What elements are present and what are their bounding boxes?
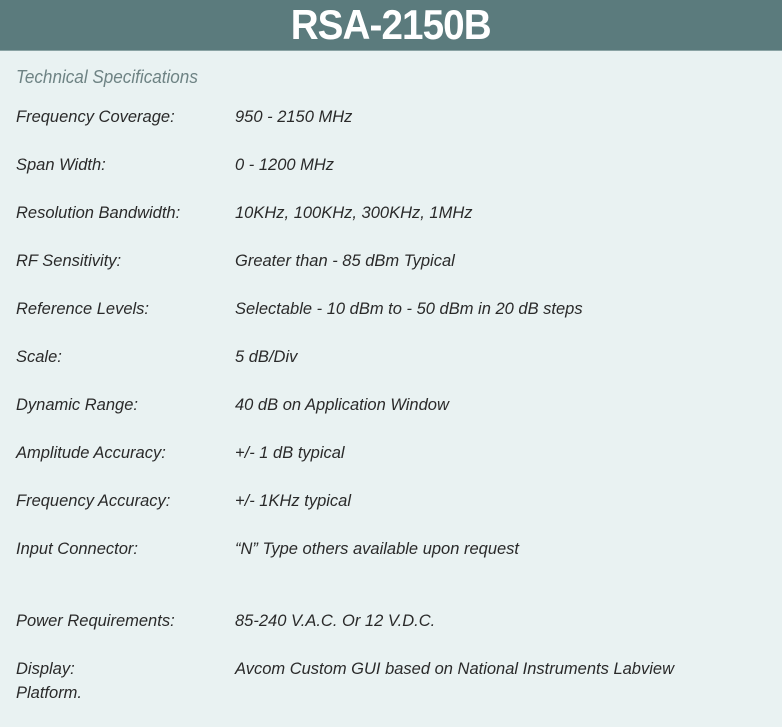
spec-value: +/- 1KHz typical: [235, 492, 351, 510]
spec-label: Frequency Coverage:: [16, 108, 175, 126]
spec-value: +/- 1 dB typical: [235, 444, 345, 462]
spec-label: Display:: [16, 660, 75, 678]
spec-value: “N” Type others available upon request: [235, 540, 520, 558]
spec-value: 40 dB on Application Window: [235, 396, 449, 414]
spec-value: 10KHz, 100KHz, 300KHz, 1MHz: [235, 204, 473, 222]
spec-value: 950 - 2150 MHz: [235, 108, 353, 126]
spec-value: Greater than - 85 dBm Typical: [235, 252, 455, 270]
spec-label: Power Requirements:: [16, 612, 175, 630]
spec-label: Span Width:: [16, 156, 106, 174]
spec-label: Dynamic Range:: [16, 396, 138, 414]
spec-label: Resolution Bandwidth:: [16, 204, 181, 222]
header-banner: [0, 0, 782, 51]
product-title: RSA-2150B: [290, 1, 492, 48]
spec-label: Input Connector:: [16, 540, 138, 558]
spec-label: Reference Levels:: [16, 300, 149, 318]
spec-value: 5 dB/Div: [235, 348, 298, 366]
spec-label: Scale:: [16, 348, 62, 366]
spec-value: 85-240 V.A.C. Or 12 V.D.C.: [235, 612, 436, 630]
spec-label: RF Sensitivity:: [16, 252, 122, 270]
spec-value: 0 - 1200 MHz: [235, 156, 335, 174]
spec-label-line2: Platform.: [16, 684, 83, 702]
spec-value: Avcom Custom GUI based on National Instruments Labview: [235, 660, 674, 678]
spec-label: Amplitude Accuracy:: [16, 444, 166, 462]
section-title: Technical Specifications: [16, 67, 198, 87]
spec-value: Selectable - 10 dBm to - 50 dBm in 20 dB steps: [235, 300, 583, 318]
spec-label: Frequency Accuracy:: [16, 492, 171, 510]
